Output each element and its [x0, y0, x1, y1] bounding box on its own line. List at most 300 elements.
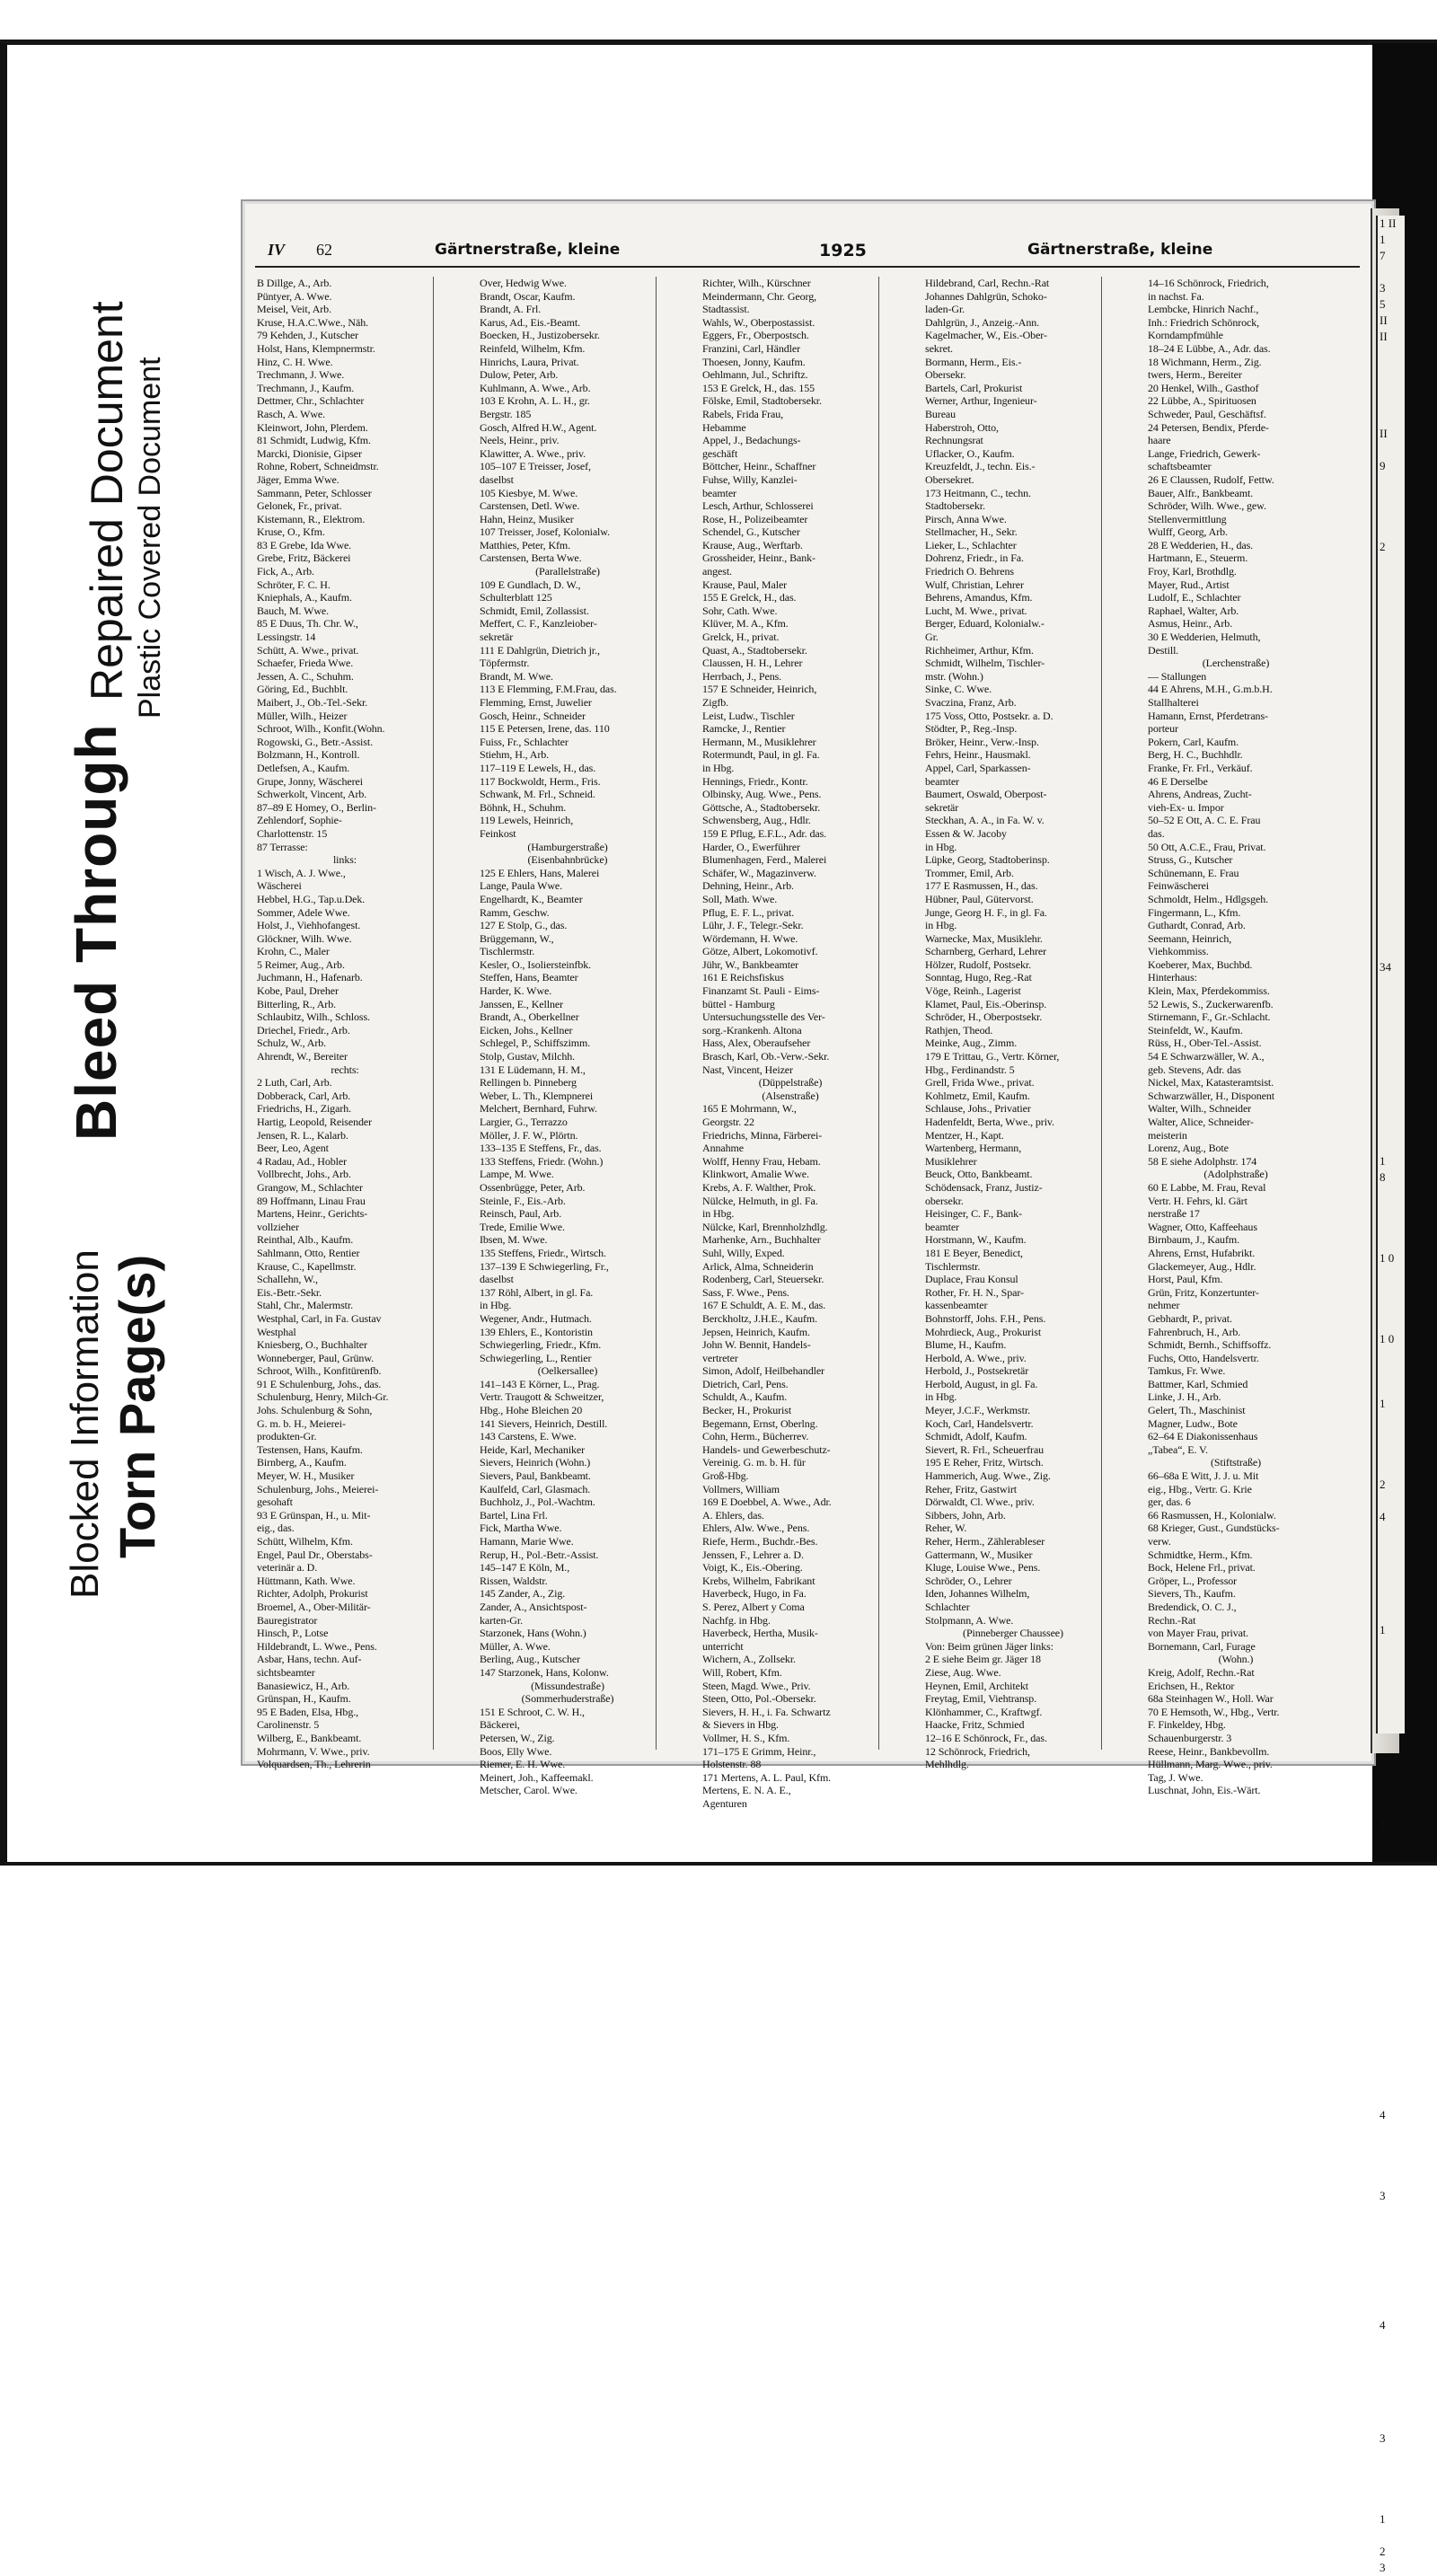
directory-entry: Göttsche, A., Stadtobersekr. — [702, 800, 821, 814]
strip-fragment — [1378, 927, 1405, 943]
directory-entry: Krause, Aug., Werftarb. — [702, 538, 803, 551]
directory-entry: Wichern, A., Zollsekr. — [702, 1653, 796, 1666]
directory-entry: Hüttmann, Kath. Wwe. — [257, 1574, 356, 1587]
strip-fragment — [1378, 1962, 1405, 1978]
strip-fragment — [1378, 1024, 1405, 1040]
strip-fragment — [1378, 1574, 1405, 1590]
directory-entry: (Wohn.) — [1218, 1653, 1254, 1666]
directory-entry: 95 E Baden, Elsa, Hbg., — [257, 1705, 359, 1718]
strip-fragment — [1378, 410, 1405, 426]
directory-entry: Wolff, Henny Frau, Hebam. — [702, 1154, 821, 1168]
directory-entry: Böhnk, H., Schuhm. — [480, 800, 567, 814]
directory-entry: 91 E Schulenburg, Johs., das. — [257, 1377, 382, 1390]
directory-entry: Matthies, Peter, Kfm. — [480, 538, 571, 551]
directory-entry: Heynen, Emil, Architekt — [925, 1679, 1029, 1692]
directory-entry: Johannes Dahlgrün, Schoko- — [925, 289, 1047, 303]
strip-fragment — [1378, 781, 1405, 798]
directory-entry: Schwiegerling, L., Rentier — [480, 1351, 592, 1364]
directory-entry: Fuiss, Fr., Schlachter — [480, 735, 569, 748]
directory-entry: Rose, H., Polizeibeamter — [702, 512, 808, 525]
strip-fragment — [1378, 1121, 1405, 1137]
directory-entry: büttel - Hamburg — [702, 997, 775, 1010]
directory-entry: Vereinig. G. m. b. H. für — [702, 1456, 806, 1469]
strip-fragment: 5 — [1380, 297, 1386, 311]
directory-entry: Grangow, M., Schlachter — [257, 1180, 363, 1194]
directory-entry: Püntyer, A. Wwe. — [257, 289, 332, 303]
directory-entry: Thoesen, Jonny, Kaufm. — [702, 355, 806, 368]
directory-entry: Töpfermstr. — [480, 657, 530, 670]
strip-fragment: 1 0 — [1380, 1332, 1395, 1345]
directory-entry: 181 E Beyer, Benedict, — [925, 1246, 1023, 1259]
column-4 — [925, 277, 1102, 1771]
strip-fragment: 1 — [1380, 2512, 1386, 2526]
directory-entry: sekretär — [480, 631, 514, 644]
strip-fragment — [1378, 1234, 1405, 1250]
directory-entry: Dörwaldt, Cl. Wwe., priv. — [925, 1495, 1035, 1509]
directory-page — [241, 199, 1376, 1810]
directory-entry: Stadtassist. — [702, 303, 750, 316]
strip-fragment — [1378, 1654, 1405, 1671]
directory-entry: Sahlmann, Otto, Rentier — [257, 1246, 360, 1259]
directory-entry: Ludolf, E., Schlachter — [1148, 591, 1241, 604]
directory-entry: Götze, Albert, Lokomotivf. — [702, 945, 818, 958]
directory-entry: Schulterblatt 125 — [480, 591, 552, 604]
directory-entry: Ossenbrügge, Peter, Arb. — [480, 1180, 586, 1194]
strip-fragment — [1378, 975, 1405, 992]
directory-entry: Sievers, Th., Kaufm. — [1148, 1587, 1236, 1601]
directory-entry: Rerup, H., Pol.-Betr.-Assist. — [480, 1548, 599, 1561]
directory-entry: geb. Stevens, Adr. das — [1148, 1063, 1241, 1076]
page-number: 62 — [316, 241, 332, 259]
strip-fragment — [1378, 361, 1405, 377]
directory-entry: Schlaubitz, Wilh., Schloss. — [257, 1010, 370, 1024]
directory-entry: Schuldt, A., Kaufm. — [702, 1390, 788, 1404]
directory-entry: Schröter, F. C. H. — [257, 578, 331, 591]
directory-entry: Kuhlmann, A. Wwe., Arb. — [480, 381, 591, 394]
directory-entry: Wördemann, H. Wwe. — [702, 931, 798, 945]
directory-entry: 14–16 Schönrock, Friedrich, — [1148, 277, 1269, 289]
directory-entry: Schröder, Wilh. Wwe., gew. — [1148, 499, 1266, 513]
directory-entry: eig., das. — [257, 1522, 295, 1535]
strip-fragment — [1378, 733, 1405, 749]
strip-fragment — [1378, 1638, 1405, 1654]
strip-fragment — [1378, 2172, 1405, 2188]
directory-entry: Klamet, Paul, Eis.-Oberinsp. — [925, 997, 1047, 1010]
directory-entry: Claussen, H. H., Lehrer — [702, 657, 803, 670]
directory-entry: Rellingen b. Pinneberg — [480, 1076, 577, 1090]
strip-fragment — [1378, 1832, 1405, 1848]
directory-entry: Carolinenstr. 5 — [257, 1718, 320, 1732]
directory-entry: Schulenburg, Henry, Milch-Gr. — [257, 1390, 389, 1404]
directory-entry: Brasch, Karl, Ob.-Verw.-Sekr. — [702, 1050, 830, 1063]
directory-entry: Stolpmann, A. Wwe. — [925, 1613, 1014, 1627]
directory-entry: Ziese, Aug. Wwe. — [925, 1665, 1001, 1679]
directory-entry: Birnberg, A., Kaufm. — [257, 1456, 347, 1469]
directory-entry: 111 E Dahlgrün, Dietrich jr., — [480, 643, 600, 657]
directory-entry: Westphal — [257, 1325, 296, 1338]
directory-entry: 133–135 E Steffens, Fr., das. — [480, 1142, 602, 1155]
directory-entry: Luschnat, John, Eis.-Wärt. — [1148, 1784, 1261, 1797]
directory-entry: Bartel, Lina Frl. — [480, 1508, 548, 1522]
directory-entry: F. Finkeldey, Hbg. — [1148, 1718, 1226, 1732]
directory-entry: Ehlers, Alw. Wwe., Pens. — [702, 1522, 810, 1535]
directory-entry: Bredendick, O. C. J., — [1148, 1600, 1237, 1613]
directory-entry: Nachfg. in Hbg. — [702, 1613, 771, 1627]
directory-entry: kassenbeamter — [925, 1299, 988, 1312]
directory-entry: Testensen, Hans, Kaufm. — [257, 1442, 363, 1456]
directory-entry: 173 Heitmann, C., techn. — [925, 486, 1031, 499]
directory-entry: 137 Röhl, Albert, in gl. Fa. — [480, 1285, 594, 1299]
directory-entry: 133 Steffens, Friedr. (Wohn.) — [480, 1154, 604, 1168]
directory-entry: Hebamme — [702, 420, 746, 434]
directory-entry: Lorenz, Aug., Bote — [1148, 1142, 1229, 1155]
directory-entry: karten-Gr. — [480, 1613, 523, 1627]
strip-fragment: 1 — [1380, 1817, 1386, 1831]
directory-entry: Stellenvermittlung — [1148, 512, 1227, 525]
directory-entry: Finanzamt St. Pauli - Eims- — [702, 984, 820, 998]
directory-entry: Berg, H. C., Buchhdlr. — [1148, 748, 1243, 762]
directory-entry: 2 Luth, Carl, Arb. — [257, 1076, 332, 1090]
directory-entry: Herrbach, J., Pens. — [702, 669, 782, 683]
strip-fragment — [1378, 1444, 1405, 1460]
strip-fragment — [1378, 555, 1405, 571]
directory-entry: Seemann, Heinrich, — [1148, 931, 1232, 945]
directory-entry: Tischlermstr. — [480, 945, 535, 958]
strip-fragment — [1378, 1089, 1405, 1105]
directory-entry: Charlottenstr. 15 — [257, 826, 328, 840]
directory-entry: Wahls, W., Oberpostassist. — [702, 315, 815, 329]
strip-fragment — [1378, 2463, 1405, 2479]
directory-entry: Simon, Adolf, Heilbehandler — [702, 1364, 824, 1378]
directory-entry: Behrens, Amandus, Kfm. — [925, 591, 1033, 604]
strip-fragment — [1378, 814, 1405, 830]
directory-entry: Starzonek, Hans (Wohn.) — [480, 1627, 586, 1640]
directory-entry: rechts: — [331, 1063, 359, 1076]
directory-entry: 195 E Reher, Fritz, Wirtsch. — [925, 1456, 1044, 1469]
directory-entry: Kobe, Paul, Dreher — [257, 984, 339, 998]
condition-labels — [0, 0, 234, 1955]
directory-entry: Carstensen, Detl. Wwe. — [480, 499, 580, 513]
strip-fragment — [1378, 264, 1405, 280]
directory-entry: Bureau — [925, 407, 957, 420]
strip-fragment — [1378, 377, 1405, 393]
strip-fragment — [1378, 701, 1405, 717]
strip-fragment — [1378, 2236, 1405, 2253]
directory-entry: Stellmacher, H., Sekr. — [925, 525, 1018, 539]
directory-entry: 137–139 E Schwiegerling, Fr., — [480, 1259, 609, 1273]
strip-fragment — [1378, 1945, 1405, 1962]
strip-fragment — [1378, 1606, 1405, 1622]
strip-fragment — [1378, 2139, 1405, 2156]
directory-entry: Kreuzfeldt, J., techn. Eis.- — [925, 460, 1036, 473]
directory-entry: Pirsch, Anna Wwe. — [925, 512, 1007, 525]
strip-fragment — [1378, 1202, 1405, 1218]
directory-entry: Vollbrecht, Johs., Arb. — [257, 1168, 351, 1181]
directory-entry: Schauenburgerstr. 3 — [1148, 1731, 1232, 1744]
directory-entry: Olbinsky, Aug. Wwe., Pens. — [702, 788, 822, 801]
directory-entry: Volquardsen, Th., Lehrerin — [257, 1758, 371, 1771]
directory-entry: Junge, Georg H. F., in gl. Fa. — [925, 905, 1047, 919]
directory-entry: Kniesberg, O., Buchhalter — [257, 1338, 367, 1352]
strip-fragment — [1378, 523, 1405, 539]
directory-entry: Richter, Adolph, Prokurist — [257, 1587, 368, 1601]
strip-fragment — [1378, 604, 1405, 620]
directory-entry: Dehning, Heinr., Arb. — [702, 879, 794, 893]
strip-fragment — [1378, 2091, 1405, 2107]
directory-entry: Dohrenz, Friedr., in Fa. — [925, 551, 1024, 565]
directory-entry: 62–64 E Diakonissenhaus — [1148, 1430, 1258, 1443]
directory-entry: Beer, Leo, Agent — [257, 1142, 329, 1155]
directory-entry: Lessingstr. 14 — [257, 631, 316, 644]
directory-entry: (Alsenstraße) — [762, 1089, 819, 1102]
directory-entry: Schroot, Wilh., Konfitürenfb. — [257, 1364, 382, 1378]
directory-entry: Trechmann, J. Wwe. — [257, 368, 345, 382]
directory-entry: Grupe, Jonny, Wäscherei — [257, 774, 363, 788]
directory-entry: Riemer, E. H. Wwe. — [480, 1758, 566, 1771]
directory-entry: Freytag, Emil, Viehtransp. — [925, 1692, 1037, 1706]
directory-entry: 70 E Hemsoth, W., Hbg., Vertr. — [1148, 1705, 1280, 1718]
directory-entry: Mohrdieck, Aug., Prokurist — [925, 1325, 1042, 1338]
directory-entry: 141 Sievers, Heinrich, Destill. — [480, 1416, 608, 1430]
directory-entry: Ibsen, M. Wwe. — [480, 1233, 548, 1247]
directory-entry: G. m. b. H., Meierei- — [257, 1416, 346, 1430]
strip-fragment — [1378, 620, 1405, 636]
directory-entry: unterricht — [702, 1639, 744, 1653]
directory-entry: Stahl, Chr., Malermstr. — [257, 1299, 354, 1312]
strip-fragment — [1378, 1848, 1405, 1865]
strip-fragment: 1 0 — [1380, 1251, 1395, 1265]
directory-entry: Jensen, R. L., Kalarb. — [257, 1128, 348, 1142]
directory-entry: Richter, Wilh., Kürschner — [702, 277, 811, 289]
directory-entry: Weber, L. Th., Klempnerei — [480, 1089, 594, 1102]
strip-fragment — [1378, 1460, 1405, 1477]
strip-fragment: 3 — [1380, 2561, 1386, 2574]
directory-entry: beamter — [702, 486, 736, 499]
directory-entry: Warnecke, Max, Musiklehr. — [925, 931, 1043, 945]
directory-entry: Tischlermstr. — [925, 1259, 981, 1273]
strip-fragment — [1378, 1881, 1405, 1897]
strip-fragment — [1378, 1266, 1405, 1283]
directory-entry: (Stiftstraße) — [1210, 1456, 1262, 1469]
directory-entry: Kagelmacher, W., Eis.-Ober- — [925, 329, 1047, 342]
directory-entry: Vollmer, H. S., Kfm. — [702, 1731, 790, 1744]
directory-entry: Herbold, August, in gl. Fa. — [925, 1377, 1038, 1390]
directory-entry: 58 E siehe Adolphstr. 174 — [1148, 1154, 1257, 1168]
strip-fragment — [1378, 490, 1405, 507]
directory-entry: Gattermann, W., Musiker — [925, 1548, 1033, 1561]
directory-entry: Brandt, Oscar, Kaufm. — [480, 289, 576, 303]
strip-fragment — [1378, 1590, 1405, 1606]
directory-entry: Berling, Aug., Kutscher — [480, 1653, 581, 1666]
directory-entry: 167 E Schuldt, A. E. M., das. — [702, 1299, 826, 1312]
directory-entry: Göring, Ed., Buchblt. — [257, 683, 348, 696]
directory-entry: Bröker, Heinr., Verw.-Insp. — [925, 735, 1039, 748]
directory-entry: 115 E Petersen, Irene, das. 110 — [480, 722, 610, 736]
directory-entry: Hüllmann, Marg. Wwe., priv. — [1148, 1758, 1273, 1771]
directory-entry: Blume, H., Kaufm. — [925, 1338, 1007, 1352]
directory-entry: Wegener, Andr., Hutmach. — [480, 1311, 592, 1325]
strip-fragment — [1378, 1703, 1405, 1719]
directory-entry: Berger, Eduard, Kolonialw.- — [925, 617, 1045, 631]
directory-entry: Klein, Max, Pferdekommiss. — [1148, 984, 1270, 998]
directory-entry: 30 E Wedderien, Helmuth, — [1148, 631, 1261, 644]
directory-entry: Fick, A., Arb. — [257, 565, 314, 578]
strip-fragment: II — [1380, 427, 1388, 440]
directory-entry: Becker, H., Prokurist — [702, 1404, 792, 1417]
directory-entry: Pflug, E. F. L., privat. — [702, 905, 794, 919]
directory-entry: Untersuchungsstelle des Ver- — [702, 1010, 825, 1024]
directory-entry: Schmidt, Emil, Zollassist. — [480, 604, 589, 617]
directory-entry: Quast, A., Stadtobersekr. — [702, 643, 807, 657]
directory-entry: Rechnungsrat — [925, 434, 983, 447]
directory-entry: Gröper, L., Professor — [1148, 1574, 1238, 1587]
directory-entry: 81 Schmidt, Ludwig, Kfm. — [257, 434, 371, 447]
directory-entry: beamter — [925, 774, 959, 788]
strip-fragment — [1378, 684, 1405, 701]
directory-entry: geschäft — [702, 446, 738, 460]
directory-entry: Juchmann, H., Hafenarb. — [257, 971, 363, 984]
directory-entry: 179 E Trittau, G., Vertr. Körner, — [925, 1050, 1060, 1063]
directory-entry: nerstraße 17 — [1148, 1207, 1200, 1221]
directory-entry: Stallhalterei — [1148, 696, 1199, 709]
directory-entry: Schmoldt, Helm., Hdlgsgeh. — [1148, 892, 1269, 905]
strip-fragment — [1378, 1525, 1405, 1541]
directory-entry: Dettmer, Chr., Schlachter — [257, 394, 365, 408]
label-plastic-covered: Plastic Covered Document — [133, 357, 167, 719]
directory-entry: Linke, J. H., Arb. — [1148, 1390, 1221, 1404]
directory-entry: Meindermann, Chr. Georg, — [702, 289, 817, 303]
directory-entry: B Dillge, A., Arb. — [257, 277, 332, 289]
directory-entry: Tag, J. Wwe. — [1148, 1770, 1203, 1784]
directory-entry: Karus, Ad., Eis.-Beamt. — [480, 315, 581, 329]
directory-entry: Westphal, Carl, in Fa. Gustav — [257, 1311, 382, 1325]
street-title-right: Gärtnerstraße, kleine — [1027, 241, 1213, 259]
directory-entry: Birnbaum, J., Kaufm. — [1148, 1233, 1239, 1247]
directory-entry: Nülcke, Karl, Brennholzhdlg. — [702, 1220, 828, 1233]
directory-entry: 54 E Schwarzwäller, W. A., — [1148, 1050, 1265, 1063]
directory-entry: Schwensberg, Aug., Hdlr. — [702, 814, 811, 827]
strip-fragment — [1378, 2382, 1405, 2398]
directory-entry: Schlause, Johs., Privatier — [925, 1102, 1031, 1116]
strip-fragment — [1378, 1557, 1405, 1574]
strip-fragment — [1378, 2285, 1405, 2301]
strip-fragment: II — [1380, 313, 1388, 327]
directory-entry: (Hamburgerstraße) — [527, 840, 608, 853]
directory-entry: 66–68a E Witt, J. J. u. Mit — [1148, 1469, 1259, 1483]
directory-entry: Krebs, Wilhelm, Fabrikant — [702, 1574, 815, 1587]
directory-entry: 175 Voss, Otto, Postsekr. a. D. — [925, 709, 1054, 722]
strip-fragment — [1378, 1380, 1405, 1396]
directory-entry: von Mayer Frau, privat. — [1148, 1627, 1249, 1640]
directory-entry: 68 Krieger, Gust., Gundstücks- — [1148, 1522, 1280, 1535]
directory-entry: Rasch, A. Wwe. — [257, 407, 326, 420]
directory-entry: Bäckerei, — [480, 1718, 520, 1732]
strip-fragment — [1378, 830, 1405, 846]
directory-entry: daselbst — [480, 472, 514, 486]
directory-entry: Haverbeck, Hugo, in Fa. — [702, 1587, 807, 1601]
directory-entry: Dahlgrün, J., Anzeig.-Ann. — [925, 315, 1040, 329]
directory-entry: 161 E Reichsfiskus — [702, 971, 784, 984]
directory-entry: Grelck, H., privat. — [702, 631, 780, 644]
directory-entry: 153 E Grelck, H., das. 155 — [702, 381, 815, 394]
directory-entry: Walter, Wilh., Schneider — [1148, 1102, 1252, 1116]
directory-entry: 105 Kiesbye, M. Wwe. — [480, 486, 578, 499]
strip-fragment — [1378, 1784, 1405, 1800]
directory-entry: Nast, Vincent, Heizer — [702, 1063, 793, 1076]
directory-entry: Meyer, W. H., Musiker — [257, 1469, 355, 1483]
directory-entry: Haacke, Fritz, Schmied — [925, 1718, 1025, 1732]
directory-entry: Wartenberg, Hermann, — [925, 1142, 1022, 1155]
strip-fragment — [1378, 345, 1405, 361]
directory-entry: Mehlhdlg. — [925, 1758, 969, 1771]
directory-entry: Glackemeyer, Aug., Hdlr. — [1148, 1259, 1256, 1273]
directory-entry: Zander, A., Ansichtspost- — [480, 1600, 587, 1613]
directory-entry: Schünemann, E. Frau — [1148, 866, 1239, 879]
strip-fragment — [1378, 1735, 1405, 1751]
directory-entry: Brüggemann, W., — [480, 931, 554, 945]
directory-entry: Martens, Heinr., Gerichts- — [257, 1207, 368, 1221]
directory-entry: Schroot, Wilh., Konfit.(Wohn. — [257, 722, 385, 736]
directory-entry: Battmer, Karl, Schmied — [1148, 1377, 1248, 1390]
strip-fragment: 3 — [1380, 281, 1386, 295]
directory-entry: Schwank, M. Frl., Schneid. — [480, 788, 595, 801]
directory-entry: 147 Starzonek, Hans, Kolonw. — [480, 1665, 609, 1679]
strip-fragment — [1378, 1865, 1405, 1881]
directory-entry: Reese, Heinr., Bankbevollm. — [1148, 1744, 1270, 1758]
strip-fragment: 2 — [1380, 2545, 1386, 2558]
directory-entry: Rodenberg, Carl, Steuersekr. — [702, 1273, 824, 1286]
directory-entry: Bitterling, R., Arb. — [257, 997, 337, 1010]
label-torn-pages: Torn Page(s) — [109, 1254, 165, 1558]
directory-entry: 28 E Wedderien, H., das. — [1148, 538, 1254, 551]
directory-entry: Musiklehrer — [925, 1154, 977, 1168]
directory-entry: Eggers, Fr., Oberpostsch. — [702, 329, 809, 342]
directory-entry: 131 E Lüdemann, H. M., — [480, 1063, 586, 1076]
strip-fragment — [1378, 1428, 1405, 1444]
directory-entry: verw. — [1148, 1535, 1171, 1548]
strip-fragment — [1378, 943, 1405, 959]
directory-entry: Jäger, Emma Wwe. — [257, 472, 339, 486]
directory-entry: Sommer, Adele Wwe. — [257, 905, 350, 919]
directory-entry: 22 Lübbe, A., Spirituosen — [1148, 394, 1256, 408]
directory-entry: Lüpke, Georg, Stadtoberinsp. — [925, 853, 1050, 867]
directory-entry: Schmidt, Bernh., Schiffsoffz. — [1148, 1338, 1272, 1352]
directory-entry: sekret. — [925, 341, 953, 355]
directory-entry: Svaczina, Franz, Arb. — [925, 696, 1017, 709]
directory-entry: Scharnberg, Gerhard, Lehrer — [925, 945, 1047, 958]
directory-entry: Leist, Ludw., Tischler — [702, 709, 795, 722]
directory-entry: Grünspan, H., Kaufm. — [257, 1692, 351, 1706]
directory-entry: Schmidt, Wilhelm, Tischler- — [925, 657, 1045, 670]
strip-fragment — [1378, 1687, 1405, 1703]
directory-entry: Krause, Paul, Maler — [702, 578, 788, 591]
directory-entry: Stadtobersekr. — [925, 499, 985, 513]
directory-entry: Klinkwort, Amalie Wwe. — [702, 1168, 809, 1181]
directory-entry: Fölske, Emil, Stadtobersekr. — [702, 394, 822, 408]
strip-fragment — [1378, 1040, 1405, 1056]
directory-entry: Zehlendorf, Sophie- — [257, 814, 342, 827]
strip-fragment — [1378, 1929, 1405, 1945]
directory-entry: Haberstroh, Otto, — [925, 420, 999, 434]
directory-entry: Sievers, Heinrich (Wohn.) — [480, 1456, 591, 1469]
directory-entry: Ramm, Geschw. — [480, 905, 550, 919]
directory-entry: Möller, J. F. W., Plörtn. — [480, 1128, 578, 1142]
directory-entry: Dulow, Peter, Arb. — [480, 368, 559, 382]
directory-entry: Müller, Wilh., Heizer — [257, 709, 348, 722]
directory-entry: Richheimer, Arthur, Kfm. — [925, 643, 1034, 657]
directory-entry: Bauregistrator — [257, 1613, 318, 1627]
strip-fragment: 9 — [1380, 459, 1386, 472]
